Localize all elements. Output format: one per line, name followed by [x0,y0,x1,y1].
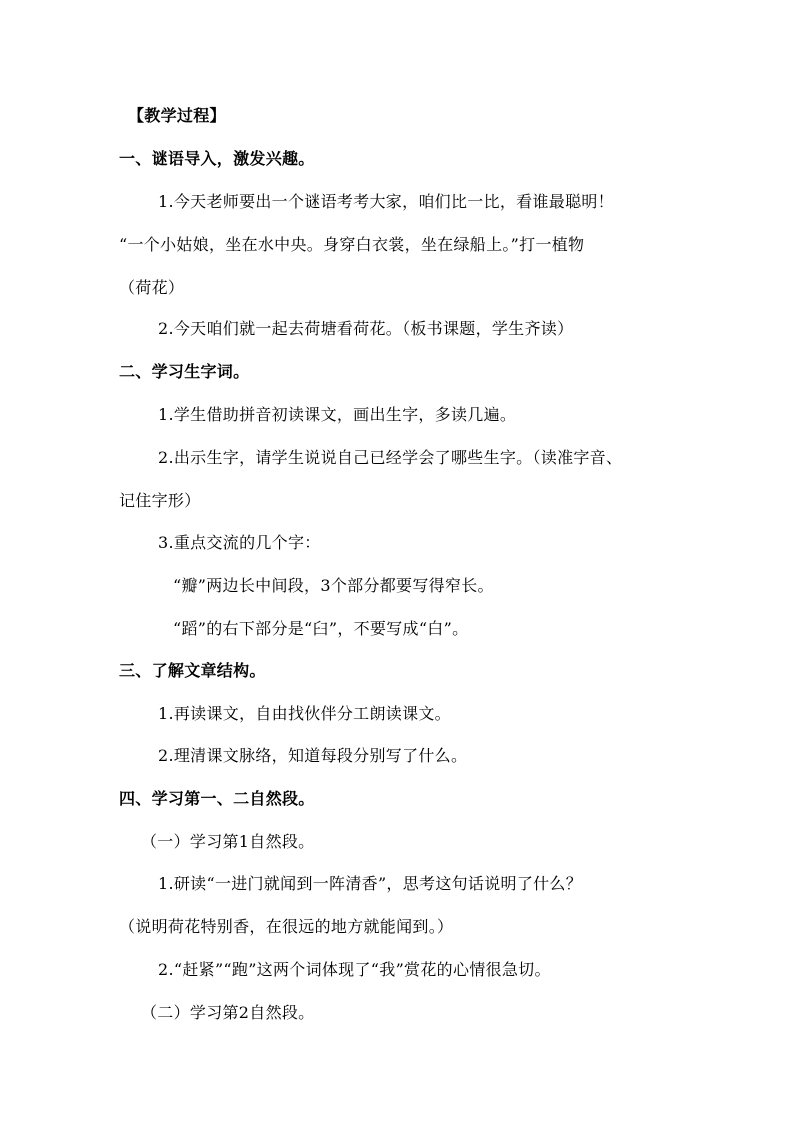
section-heading-3: 三、了解文章结构。 [119,661,266,680]
paragraph-line: 1.再读课文，自由找伙伴分工朗读课文。 [158,704,451,723]
paragraph-line: 1.研读“一进门就闻到一阵清香”，思考这句话说明了什么？ [158,874,583,893]
paragraph-line: 3.重点交流的几个字： [158,533,321,552]
section-heading-1: 一、谜语导入，激发兴趣。 [119,149,315,168]
paragraph-line: （荷花） [119,278,185,297]
paragraph-line: 2.出示生字，请学生说说自己已经学会了哪些生字。（读准字音、 [158,448,623,467]
paragraph-line: 2.“赶紧”“跑”这两个词体现了“我”赏花的心情很急切。 [158,960,551,979]
paragraph-line: “瓣”两边长中间段，3个部分都要写得窄长。 [173,576,494,595]
paragraph-line: “蹈”的右下部分是“臼”，不要写成“白”。 [173,619,469,638]
paragraph-line: 2.今天咱们就一起去荷塘看荷花。（板书课题，学生齐读） [158,319,574,338]
document-title: 【教学过程】 [128,106,226,125]
paragraph-line: “一个小姑娘，坐在水中央。身穿白衣裳，坐在绿船上。”打一植物 [119,235,585,254]
section-heading-4: 四、学习第一、二自然段。 [119,789,315,808]
paragraph-line: 1.学生借助拼音初读课文，画出生字，多读几遍。 [158,405,517,424]
section-heading-2: 二、学习生字词。 [119,362,250,381]
subsection-heading: （一）学习第1自然段。 [141,832,315,851]
subsection-heading: （二）学习第2自然段。 [141,1003,315,1022]
paragraph-line: （说明荷花特别香，在很远的地方就能闻到。） [119,917,454,936]
paragraph-line: 1.今天老师要出一个谜语考考大家，咱们比一比，看谁最聪明！ [158,192,614,211]
paragraph-line: 2.理清课文脉络，知道每段分别写了什么。 [158,746,468,765]
paragraph-line: 记住字形） [119,491,201,510]
